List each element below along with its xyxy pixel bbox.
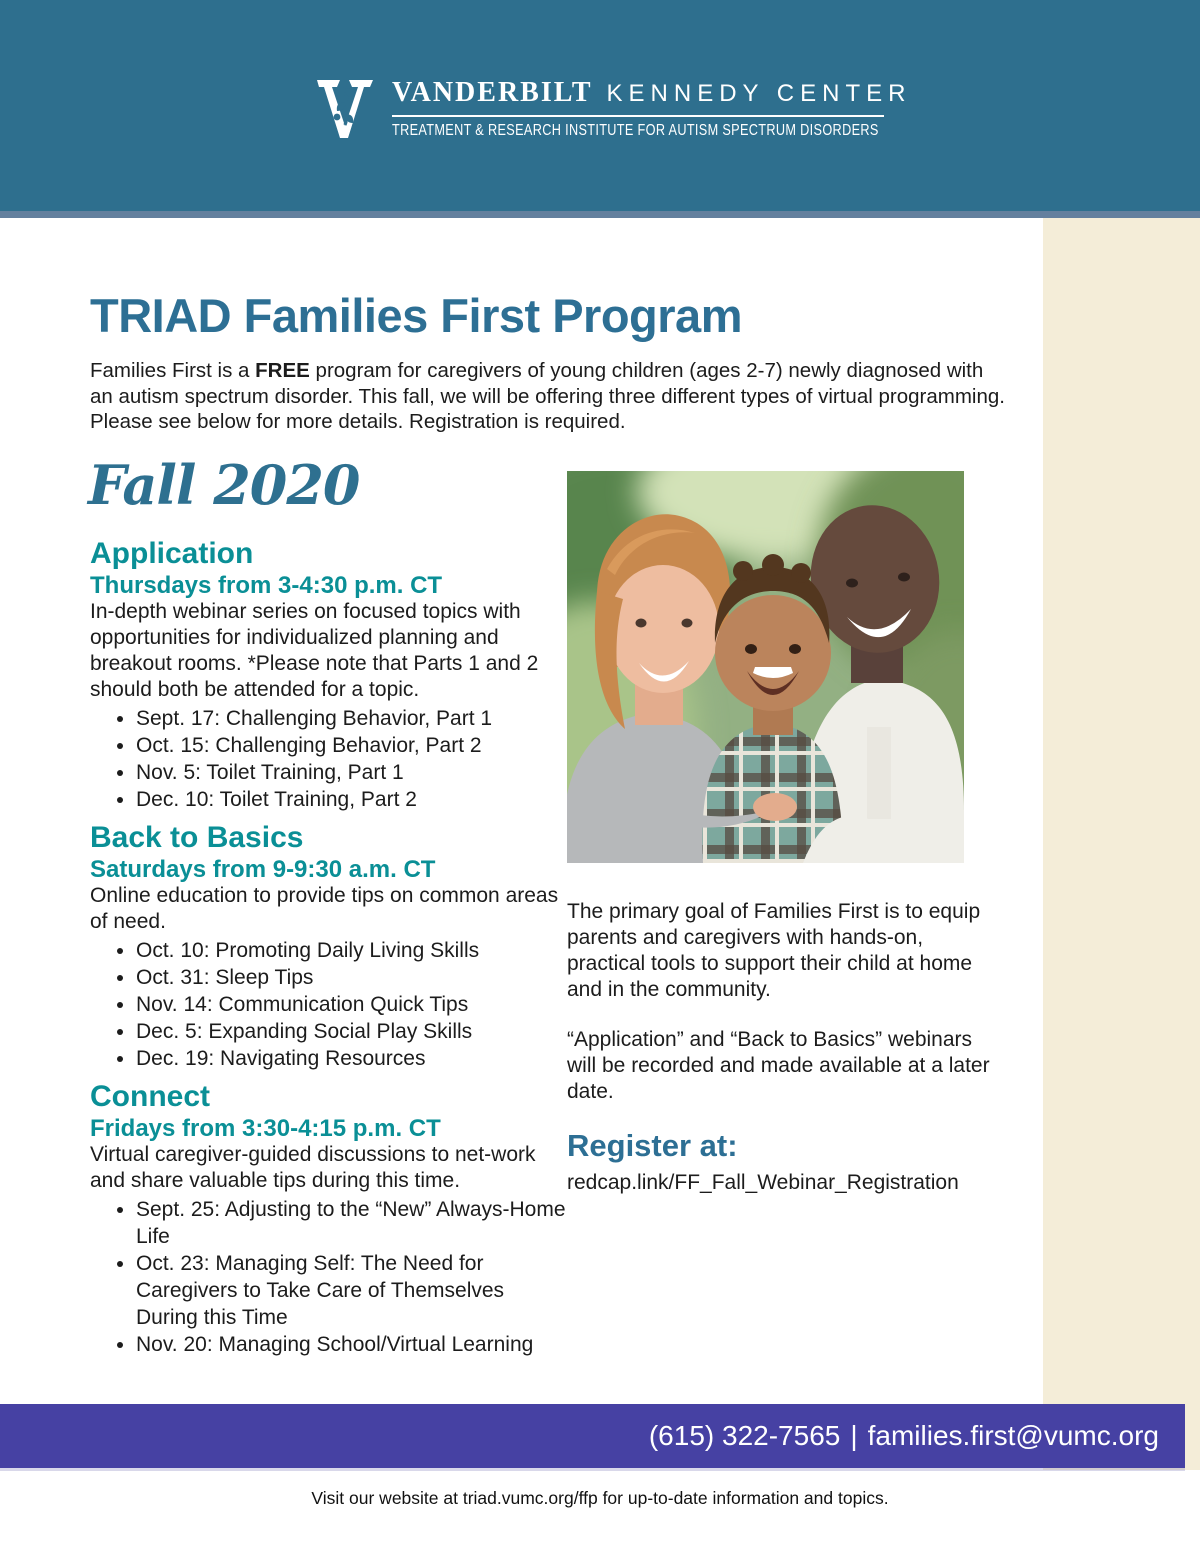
section-description: Online education to provide tips on common areas of need. [90,884,559,933]
section-description: Virtual caregiver-guided discussions to net-work and share valuable tips during this time. [90,1143,536,1192]
schedule-item: • Nov. 14: Communication Quick Tips [136,991,568,1018]
goal-paragraph: The primary goal of Families First is to equip parents and caregivers with hands-on, practical tools to support their child at home and in the community. [567,900,981,1001]
section-title: Back to Basics [90,821,304,854]
footer-note: Visit our website at triad.vumc.org/ffp for up-to-date information and topics. [311,1488,889,1508]
schedule-item: • Dec. 5: Expanding Social Play Skills [136,1018,568,1045]
register-url-link[interactable]: redcap.link/FF_Fall_Webinar_Registration [567,1171,959,1194]
register-heading: Register at: [567,1128,738,1163]
cream-strip [1043,218,1200,1470]
section-schedule: Fridays from 3:30-4:15 p.m. CT [90,1115,441,1142]
schedule-item: • Dec. 10: Toilet Training, Part 2 [136,786,568,813]
intro-free: FREE [255,359,310,382]
schedule-list [90,1196,568,1358]
contact-email-link[interactable]: families.first@vumc.org [867,1420,1159,1451]
header-divider [0,211,1200,218]
brand-title-sans: KENNEDY CENTER [606,80,912,107]
schedule-item: • Oct. 31: Sleep Tips [136,964,568,991]
schedule-item: • Dec. 19: Navigating Resources [136,1045,568,1072]
schedule-list [90,705,568,813]
contact-text [649,1420,1185,1452]
schedule-item: • Oct. 10: Promoting Daily Living Skills [136,937,568,964]
brand-title [392,77,986,109]
program-sections [90,538,568,1367]
contact-separator: | [850,1420,858,1451]
schedule-item: • Oct. 15: Challenging Behavior, Part 2 [136,732,568,759]
schedule-item: • Nov. 20: Managing School/Virtual Learning [136,1331,568,1358]
recording-note: “Application” and “Back to Basics” webinars will be recorded and made available at a later date. [567,1028,990,1103]
season-heading: Fall 2020 [88,453,360,517]
contact-bar [0,1404,1185,1468]
contact-phone-link[interactable]: (615) 322-7565 [648,1420,841,1451]
section-schedule: Saturdays from 9-9:30 a.m. CT [90,856,436,883]
brand [316,77,986,140]
vanderbilt-v-icon [316,79,374,139]
schedule-item: • Nov. 5: Toilet Training, Part 1 [136,759,568,786]
brand-underline [392,115,884,117]
intro-pre: Families First is a [90,359,256,382]
page-title: TRIAD Families First Program [90,289,742,342]
intro-post: program for caregivers of young children (ages 2-7) newly diagnosed with an autism spectrum disorder. This fall, we will be offering three different types of virtual programming. Please see below for more details. Registration is required. [90,359,1005,433]
brand-subtitle: TREATMENT & RESEARCH INSTITUTE FOR AUTISM SPECTRUM DISORDERS [392,122,879,139]
schedule-item: • Sept. 25: Adjusting to the “New” Always-Home Life [136,1196,568,1250]
family-photo [567,471,964,863]
section-application [90,538,568,813]
intro-paragraph [90,358,1005,435]
section-schedule: Thursdays from 3-4:30 p.m. CT [90,572,443,599]
section-title: Connect [90,1080,210,1113]
section-description: In-depth webinar series on focused topics with opportunities for individualized planning and breakout rooms. *Please note that Parts 1 and 2 should both be attended for a topic. [90,600,539,701]
schedule-item: • Sept. 17: Challenging Behavior, Part 1 [136,705,568,732]
section-title: Application [90,537,254,570]
section-connect [90,1081,568,1358]
brand-text [392,77,986,140]
section-back-to-basics [90,822,568,1072]
schedule-item: • Oct. 23: Managing Self: The Need for Caregivers to Take Care of Themselves During this Time [136,1250,568,1331]
header-band [0,0,1200,211]
brand-title-serif: VANDERBILT [392,77,593,108]
schedule-list [90,937,568,1072]
family-photo-illustration [567,471,964,863]
